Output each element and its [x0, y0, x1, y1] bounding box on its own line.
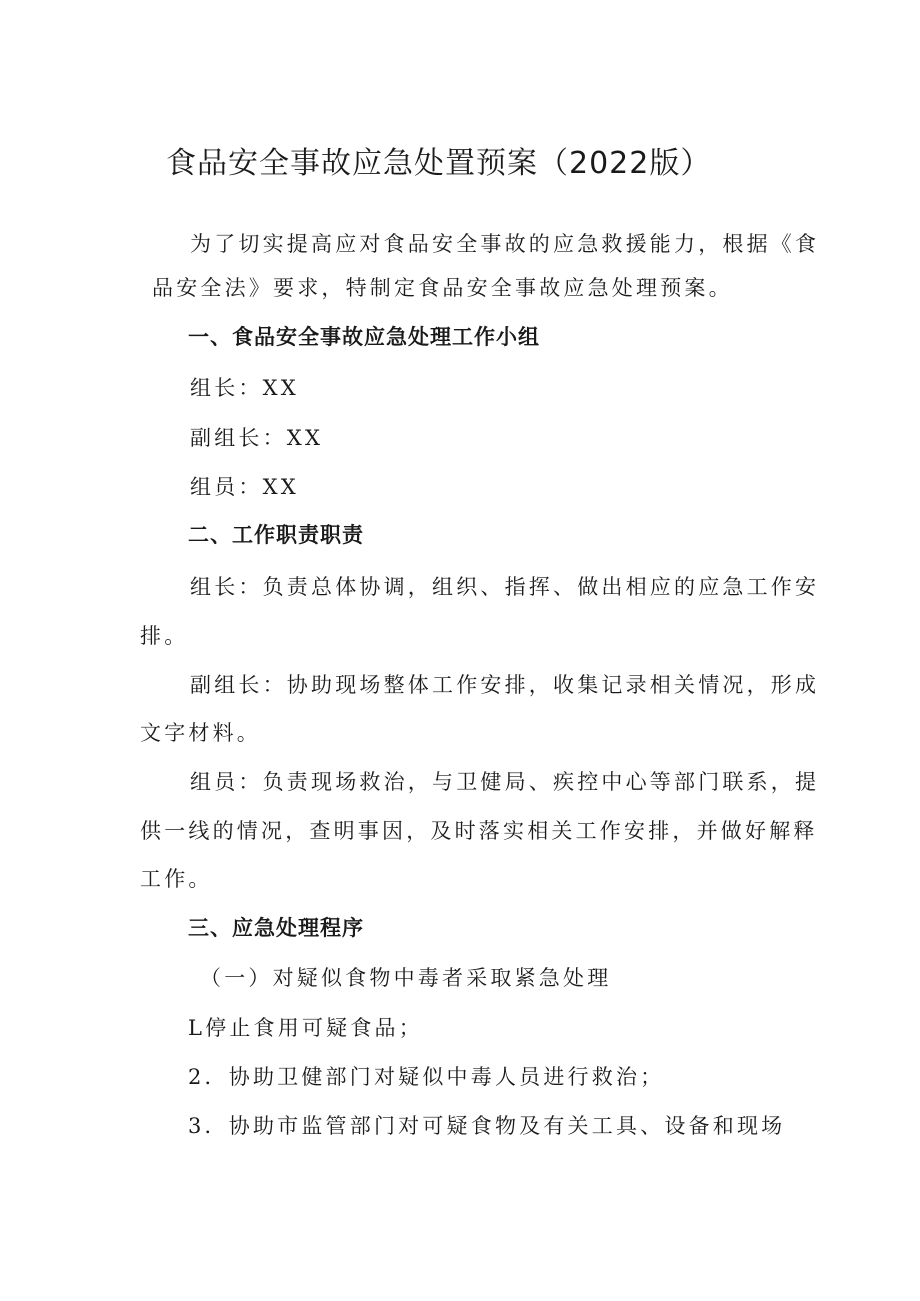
- procedure-item-3: 3．协助市监管部门对可疑食物及有关工具、设备和现场: [188, 1114, 786, 1138]
- role-deputy: 副组长：XX: [190, 426, 324, 450]
- procedure-item-2: 2．协助卫健部门对疑似中毒人员进行救治；: [188, 1065, 665, 1089]
- duty-leader-line-2: 排。: [140, 624, 189, 648]
- procedure-item-1: L停止食用可疑食品；: [188, 1016, 423, 1040]
- subsection-1: （一）对疑似食物中毒者采取紧急处理: [200, 966, 612, 990]
- intro-line-1: 为了切实提高应对食品安全事故的应急救援能力，根据《食: [190, 232, 820, 256]
- duty-deputy-line-1: 副组长：协助现场整体工作安排，收集记录相关情况，形成: [190, 673, 820, 697]
- section-2-heading: 二、工作职责职责: [188, 523, 364, 547]
- duty-deputy-line-2: 文字材料。: [140, 721, 261, 745]
- section-1-heading: 一、食品安全事故应急处理工作小组: [188, 325, 540, 349]
- role-member: 组员：XX: [190, 475, 299, 499]
- duty-member-line-1: 组员：负责现场救治，与卫健局、疾控中心等部门联系，提: [190, 770, 820, 794]
- role-leader: 组长：XX: [190, 376, 299, 400]
- document-title: 食品安全事故应急处置预案（2022版）: [166, 146, 712, 181]
- duty-leader-line-1: 组长：负责总体协调，组织、指挥、做出相应的应急工作安: [190, 575, 820, 599]
- intro-line-2: 品安全法》要求，特制定食品安全事故应急处理预案。: [152, 276, 733, 300]
- section-3-heading: 三、应急处理程序: [188, 916, 364, 940]
- duty-member-line-3: 工作。: [140, 867, 213, 891]
- duty-member-line-2: 供一线的情况，查明事因，及时落实相关工作安排，并做好解释: [140, 819, 818, 843]
